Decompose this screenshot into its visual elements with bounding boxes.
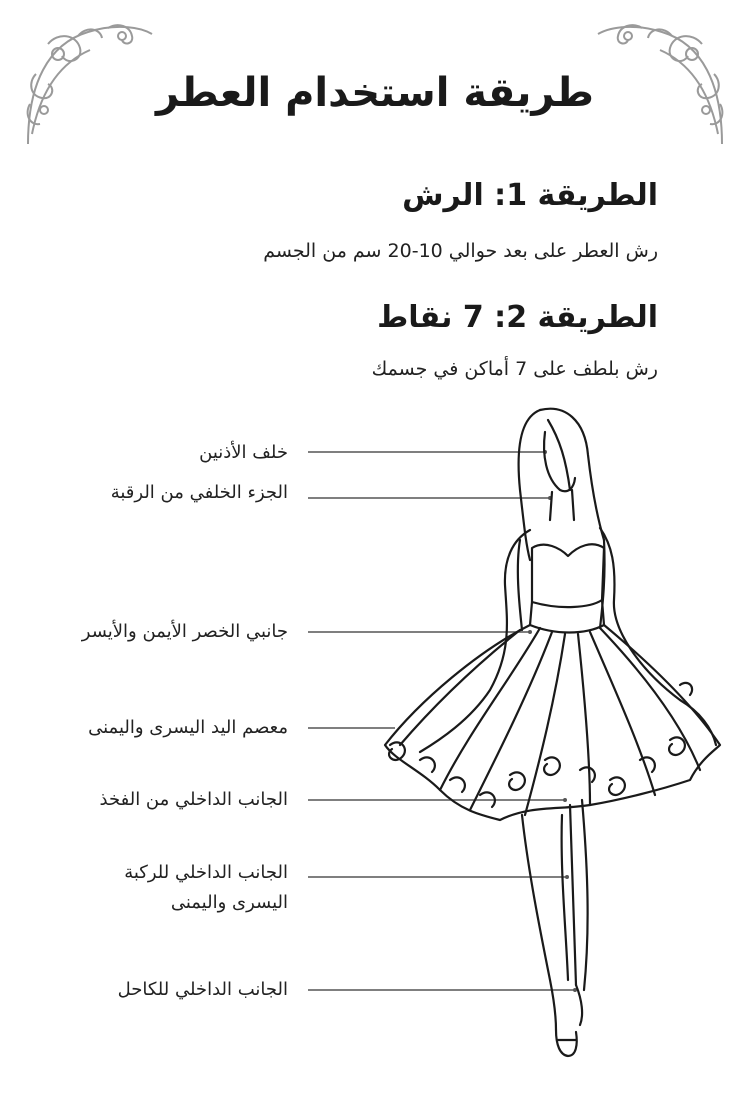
- point-label-inner-thigh: الجانب الداخلي من الفخذ: [99, 789, 288, 810]
- point-label-behind-ears: خلف الأذنين: [199, 442, 288, 463]
- method-1-heading: الطريقة 1: الرش: [402, 178, 658, 213]
- page-title: طريقة استخدام العطر: [156, 70, 594, 116]
- figure-left-arm: [420, 530, 530, 752]
- point-label-inner-knee-line2: اليسرى واليمنى: [170, 892, 288, 913]
- point-label-wrists: معصم اليد اليسرى واليمنى: [88, 717, 288, 738]
- point-label-inner-ankle: الجانب الداخلي للكاحل: [117, 979, 288, 1000]
- figure-bodice: [532, 544, 604, 607]
- method-2-heading: الطريقة 2: 7 نقاط: [377, 300, 658, 335]
- point-label-inner-knee: [124, 858, 288, 918]
- figure-hair: [519, 410, 540, 560]
- figure-neck: [550, 492, 552, 520]
- figure-left-leg: [522, 815, 556, 1030]
- point-label-waist-sides: جانبي الخصر الأيمن والأيسر: [81, 621, 288, 642]
- method-2-description: رش بلطف على 7 أماكن في جسمك: [371, 358, 658, 380]
- figure-tutu: [385, 625, 720, 820]
- figure-right-leg: [570, 805, 576, 985]
- point-label-back-of-neck: الجزء الخلفي من الرقبة: [110, 482, 288, 503]
- dancer-in-tutu-line-drawing: [300, 400, 740, 1090]
- point-label-inner-knee-line1: الجانب الداخلي للركبة: [124, 862, 288, 883]
- figure-face: [544, 432, 575, 491]
- figure-shoes: [556, 1030, 577, 1056]
- method-1-description: رش العطر على بعد حوالي 10-20 سم من الجسم: [263, 240, 658, 262]
